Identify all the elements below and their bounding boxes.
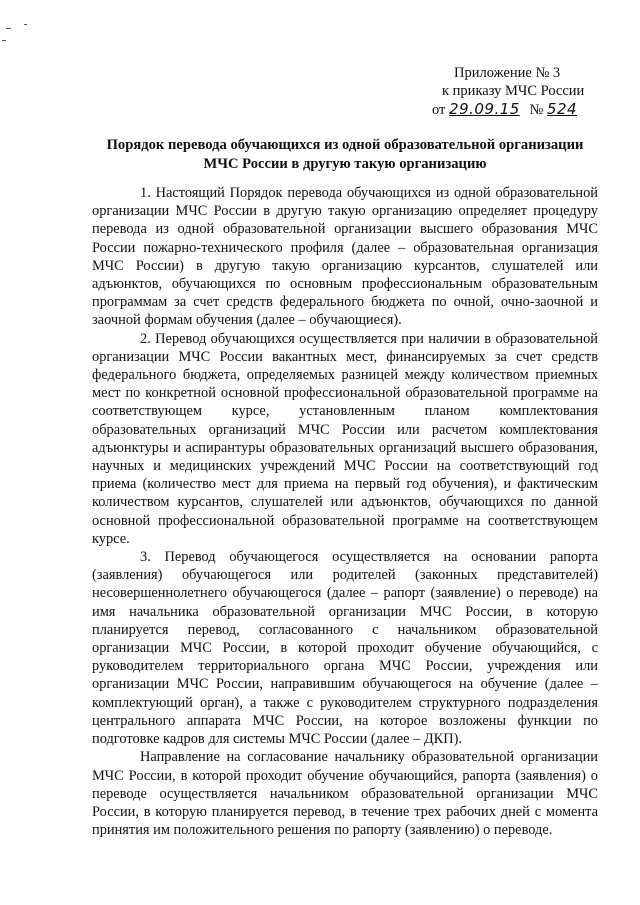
scan-artifact-mark — [24, 24, 27, 25]
scan-artifact-mark — [6, 28, 11, 29]
order-number: 524 — [546, 100, 578, 118]
title-line-1: Порядок перевода обучающихся из одной образовательной организации — [106, 137, 584, 153]
scan-artifact-mark — [2, 40, 6, 41]
appendix-header — [432, 64, 602, 119]
order-reference: к приказу МЧС России — [442, 83, 585, 99]
date-prefix: от — [432, 102, 446, 118]
paragraph-1: 1. Настоящий Порядок перевода обучающихся из одной образовательной организации МЧС России в другую такую организацию определяет процедуру перевода из одной образовательной организации высшего образования МЧС России пожарно-технического профиля (далее – образовательная организация МЧС России) в другую такую организацию курсантов, слушателей или адъюнктов, обучающихся по основным профессиональным образовательным программам за счет средств федерального бюджета по очной, очно-заочной и заочной формам обучения (далее – обучающиеся). — [92, 185, 598, 329]
number-prefix: № — [529, 102, 544, 118]
order-date: 29.09.15 — [449, 100, 520, 118]
document-body — [92, 184, 598, 839]
title-line-2: МЧС России в другую такую организацию — [203, 156, 487, 172]
appendix-number: Приложение № 3 — [454, 65, 561, 81]
paragraph-4: Направление на согласование начальнику образовательной организации МЧС России, в которой проходит обучение обучающийся, рапорта (заявления) о переводе осуществляется начальником образовательной организации МЧС России, в которую планируется перевод, в течение трех рабочих дней с момента принятия им положительного решения по рапорту (заявлению) о переводе. — [92, 749, 598, 839]
document-title — [92, 136, 598, 174]
order-date-line — [432, 100, 602, 119]
paragraph-2: 2. Перевод обучающихся осуществляется при наличии в образовательной организации МЧС России вакантных мест, финансируемых за счет средств федерального бюджета, определяемых разницей между количеством приемных мест по конкретной основной профессиональной образовательной программе на соответствующем курсе, установленным планом комплектования образовательных организаций МЧС России или расчетом комплектования адъюнктуры и аспирантуры образовательных организаций высшего образования, научных и медицинских учреждений МЧС России на соответствующий год приема (количество мест для приема на первый год обучения), и фактическим количеством курсантов, слушателей или адъюнктов, обучающихся по данной основной профессиональной образовательной программе на соответствующем курсе. — [92, 330, 598, 547]
paragraph-3: 3. Перевод обучающегося осуществляется на основании рапорта (заявления) обучающегося или родителей (законных представителей) несовершеннолетнего обучающегося (далее – рапорт (заявление) о переводе) на имя начальника образовательной организации МЧС России, в которую планируется перевод, согласованного с начальником образовательной организации МЧС России, в которой проходит обучение обучающийся, с руководителем территориального органа МЧС России, учреждения или организации МЧС России, направившим обучающегося на обучение (далее – комплектующий орган), а также с руководителем структурного подразделения центрального аппарата МЧС России, на которое возложены функции по подготовке кадров для системы МЧС России (далее – ДКП). — [92, 549, 598, 748]
